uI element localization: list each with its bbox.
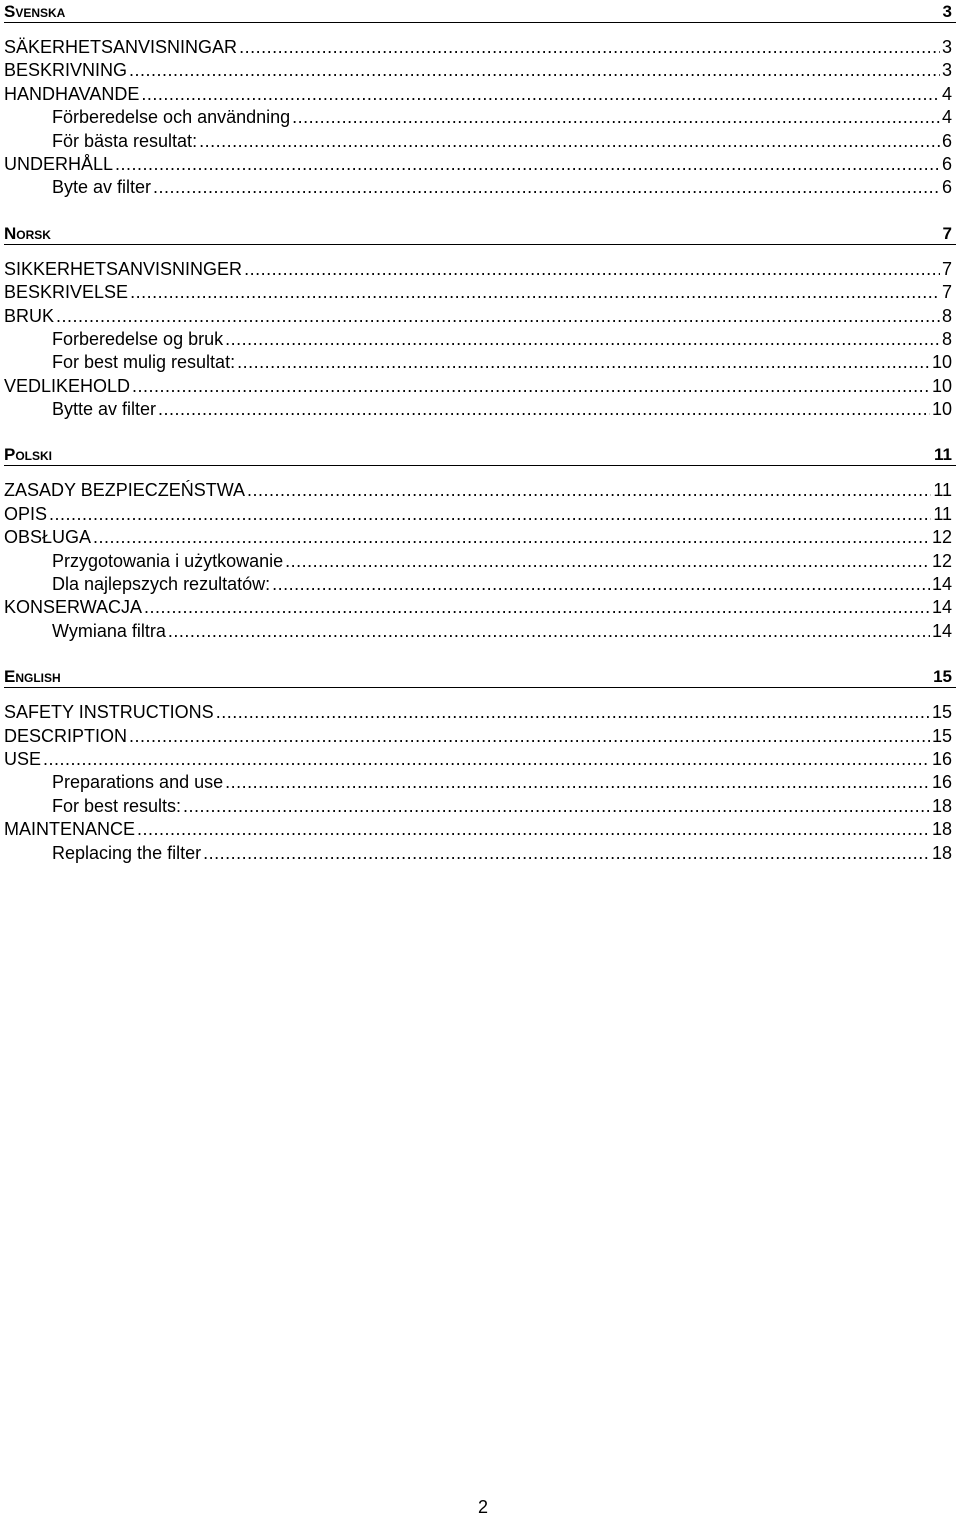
toc-entry-page: 4 [941,83,952,104]
toc-entry-label: ZASADY BEZPIECZEŃSTWA [4,480,246,501]
dot-leader [199,130,940,153]
dot-leader [56,305,940,328]
toc-entry-label: BESKRIVNING [4,60,128,81]
toc-entry-label: För bästa resultat: [52,130,198,151]
dot-leader [244,258,940,281]
toc-entry-page: 10 [931,352,952,373]
toc-entry-page: 15 [931,725,952,746]
dot-leader [203,842,930,865]
section-title: Norsk [4,223,51,243]
table-of-contents [4,0,956,887]
dot-leader [43,748,930,771]
page-number: 2 [477,1497,488,1517]
toc-entry-label: For best results: [52,795,182,816]
section-title: English [4,667,61,687]
toc-entry-page: 10 [931,375,952,396]
toc-entry-label: Bytte av filter [52,399,157,420]
dot-leader [93,526,930,549]
toc-entry[interactable] [4,725,956,748]
dot-leader [239,36,940,59]
section-header[interactable] [4,443,956,466]
toc-entry-page: 18 [931,842,952,863]
toc-entry-label: BESKRIVELSE [4,282,129,303]
toc-entry-label: SAFETY INSTRUCTIONS [4,702,214,723]
section-page-number: 11 [934,445,952,465]
toc-entry-page: 3 [941,60,952,81]
toc-entry-page: 14 [931,574,952,595]
toc-entry[interactable] [4,818,956,841]
toc-subentry[interactable] [4,842,956,865]
toc-entry-page: 14 [931,597,952,618]
toc-entry-page: 18 [931,819,952,840]
toc-entry[interactable] [4,701,956,724]
toc-subentry[interactable] [4,620,956,643]
toc-entry-label: KONSERWACJA [4,597,143,618]
toc-entry[interactable] [4,258,956,281]
dot-leader [216,701,930,724]
toc-subentry[interactable] [4,771,956,794]
dot-leader [49,503,931,526]
toc-entry-label: Förberedelse och användning [52,107,291,128]
toc-entry[interactable] [4,153,956,176]
dot-leader [225,328,940,351]
toc-entry-page: 12 [931,527,952,548]
toc-entry-label: HANDHAVANDE [4,83,140,104]
toc-entry-label: MAINTENANCE [4,819,136,840]
toc-section-norsk [4,222,956,422]
toc-subentry[interactable] [4,106,956,129]
toc-entry-page: 7 [941,282,952,303]
toc-entry-label: For best mulig resultat: [52,352,236,373]
toc-entry-page: 7 [941,258,952,279]
toc-entry[interactable] [4,305,956,328]
toc-entry-page: 8 [941,305,952,326]
toc-entry-page: 12 [931,550,952,571]
dot-leader [292,106,940,129]
toc-entry-label: OBSŁUGA [4,527,92,548]
toc-entry-label: Przygotowania i użytkowanie [52,550,284,571]
toc-entry-label: USE [4,748,42,769]
toc-subentry[interactable] [4,795,956,818]
toc-entry-page: 11 [933,503,952,524]
toc-entry-page: 8 [941,328,952,349]
toc-entry-label: SIKKERHETSANVISNINGER [4,258,243,279]
toc-entry[interactable] [4,375,956,398]
toc-section-svenska [4,0,956,200]
toc-entry-label: Dla najlepszych rezultatów: [52,574,271,595]
toc-subentry[interactable] [4,550,956,573]
toc-entry-page: 10 [931,399,952,420]
toc-entry-page: 15 [931,702,952,723]
dot-leader [141,83,940,106]
section-header[interactable] [4,0,956,23]
dot-leader [130,281,940,304]
toc-entry[interactable] [4,83,956,106]
section-header[interactable] [4,665,956,688]
toc-entry[interactable] [4,503,956,526]
dot-leader [183,795,930,818]
toc-section-english [4,665,956,865]
dot-leader [272,573,930,596]
toc-entry-label: Preparations and use [52,772,224,793]
toc-entry-page: 16 [931,748,952,769]
section-title: Polski [4,445,53,465]
toc-entry-page: 6 [941,153,952,174]
toc-subentry[interactable] [4,351,956,374]
dot-leader [115,153,940,176]
section-page-number: 7 [942,223,952,243]
toc-entry-page: 3 [941,37,952,57]
toc-entry-page: 4 [941,107,952,128]
toc-entry-page: 16 [931,772,952,793]
toc-entry-page: 14 [931,620,952,641]
dot-leader [247,479,931,502]
toc-subentry[interactable] [4,398,956,421]
toc-entry[interactable] [4,596,956,619]
dot-leader [237,351,930,374]
toc-entry[interactable] [4,36,956,59]
section-title: Svenska [4,2,66,21]
dot-leader [144,596,930,619]
toc-subentry[interactable] [4,328,956,351]
dot-leader [285,550,930,573]
section-page-number: 15 [933,667,952,687]
toc-entry-page: 11 [933,480,952,501]
toc-entry[interactable] [4,526,956,549]
toc-section-polski [4,443,956,643]
toc-entry-label: DESCRIPTION [4,725,128,746]
dot-leader [129,59,940,82]
toc-entry-page: 18 [931,795,952,816]
toc-entry-label: Replacing the filter [52,842,202,863]
dot-leader [153,176,940,199]
toc-entry[interactable] [4,479,956,502]
toc-subentry[interactable] [4,130,956,153]
toc-entry-label: OPIS [4,503,48,524]
section-header[interactable] [4,222,956,245]
toc-entry-label: Byte av filter [52,177,152,198]
toc-entry-label: Wymiana filtra [52,620,166,641]
toc-entry-page: 6 [941,177,952,198]
toc-entry[interactable] [4,281,956,304]
dot-leader [137,818,930,841]
toc-entry-label: BRUK [4,305,55,326]
toc-subentry[interactable] [4,573,956,596]
dot-leader [158,398,930,421]
section-page-number: 3 [942,2,952,21]
toc-entry[interactable] [4,748,956,771]
dot-leader [168,620,930,643]
dot-leader [225,771,930,794]
dot-leader [132,375,930,398]
toc-entry[interactable] [4,59,956,82]
toc-entry-page: 6 [941,130,952,151]
toc-entry-label: SÄKERHETSANVISNINGAR [4,37,238,57]
toc-entry-label: VEDLIKEHOLD [4,375,131,396]
toc-entry-label: Forberedelse og bruk [52,328,224,349]
dot-leader [129,725,930,748]
toc-subentry[interactable] [4,176,956,199]
toc-entry-label: UNDERHÅLL [4,153,114,174]
